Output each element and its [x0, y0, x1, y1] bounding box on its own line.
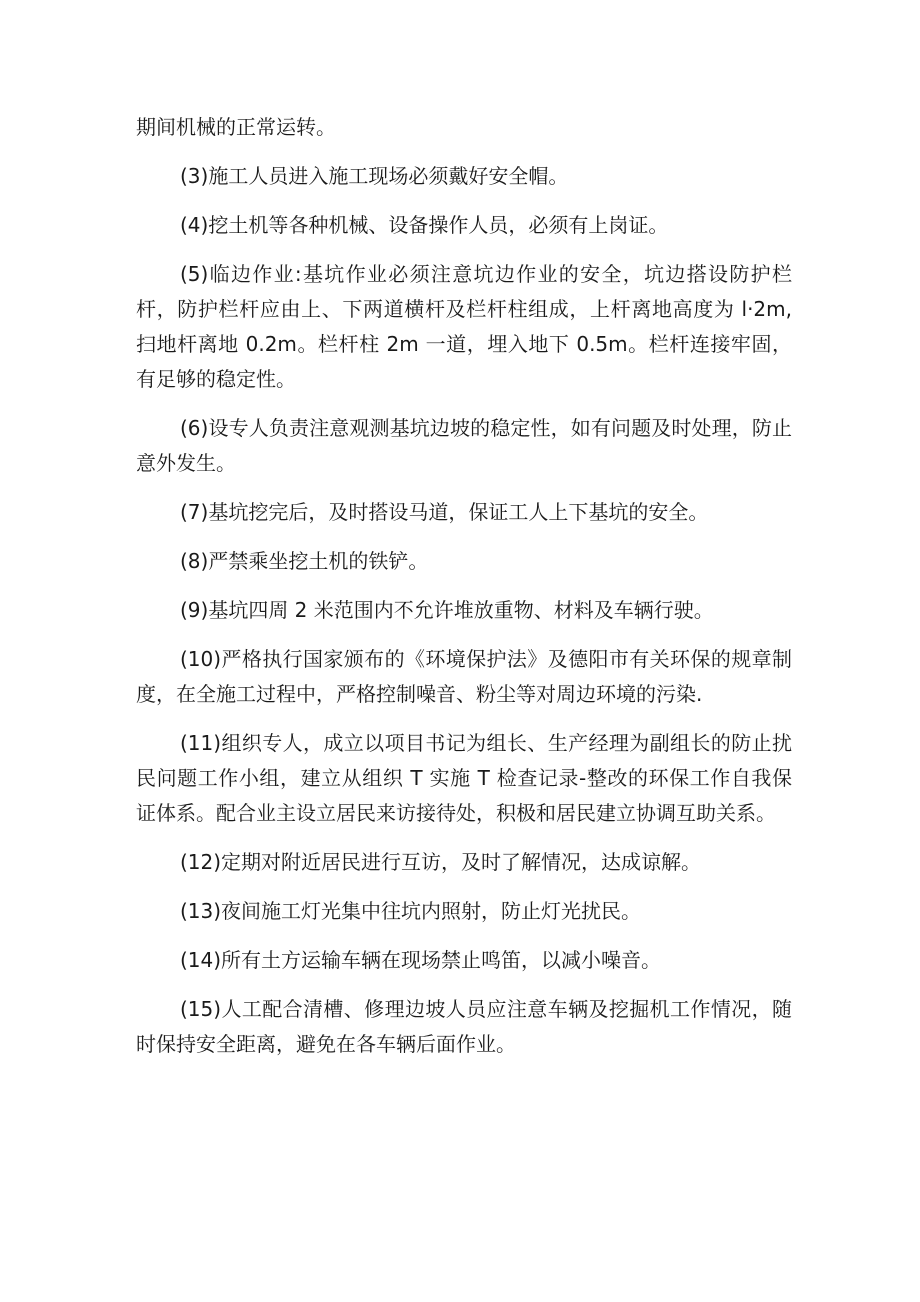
paragraph-item-10: (10)严格执行国家颁布的《环境保护法》及德阳市有关环保的规章制度，在全施工过程中，严格控制噪音、粉尘等对周边环境的污染.: [136, 647, 792, 706]
paragraph-item-11: (11)组织专人，成立以项目书记为组长、生产经理为副组长的防止扰民问题工作小组，建立从组织 T 实施 T 检查记录-整改的环保工作自我保证体系。配合业主设立居民来访接待处，积极和居民建立协调互助关系。: [136, 731, 792, 825]
paragraph-item-8: (8)严禁乘坐挖土机的铁铲。: [180, 549, 429, 573]
paragraph-item-4: (4)挖土机等各种机械、设备操作人员，必须有上岗证。: [180, 213, 669, 237]
paragraph-item-12: (12)定期对附近居民进行互访，及时了解情况，达成谅解。: [180, 850, 702, 874]
paragraph-item-3: (3)施工人员进入施工现场必须戴好安全帽。: [180, 164, 569, 188]
document-body: [136, 110, 792, 1076]
paragraph-item-14: (14)所有土方运输车辆在现场禁止鸣笛，以减小噪音。: [180, 948, 662, 972]
paragraph-continuation: 期间机械的正常运转。: [136, 115, 336, 139]
paragraph-item-5: (5)临边作业:基坑作业必须注意坑边作业的安全，坑边搭设防护栏杆，防护栏杆应由上、下两道横杆及栏杆柱组成，上杆离地高度为 l·2m,扫地杆离地 0.2m。栏杆柱 2m 一道，埋入地下 0.5m。栏杆连接牢固，有足够的稳定性。: [136, 262, 792, 391]
paragraph-item-6: (6)设专人负责注意观测基坑边坡的稳定性，如有问题及时处理，防止意外发生。: [136, 416, 792, 475]
paragraph-item-7: (7)基坑挖完后，及时搭设马道，保证工人上下基坑的安全。: [180, 500, 709, 524]
paragraph-item-13: (13)夜间施工灯光集中往坑内照射，防止灯光扰民。: [180, 899, 642, 923]
paragraph-item-9: (9)基坑四周 2 米范围内不允许堆放重物、材料及车辆行驶。: [180, 598, 714, 622]
paragraph-item-15: (15)人工配合清槽、修理边坡人员应注意车辆及挖掘机工作情况，随时保持安全距离，避免在各车辆后面作业。: [136, 997, 792, 1056]
